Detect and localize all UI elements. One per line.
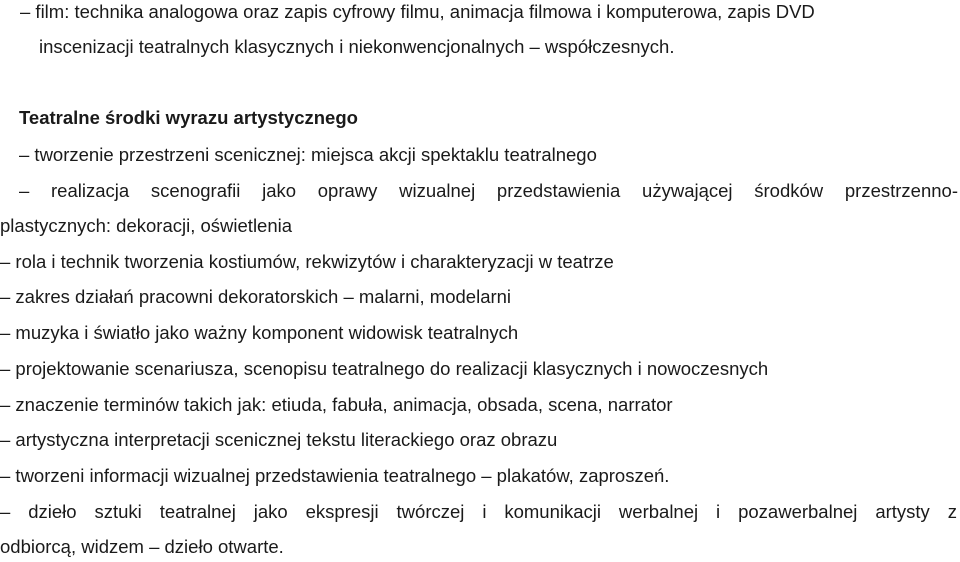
section-heading: Teatralne środki wyrazu artystycznego [19, 107, 358, 128]
list-item: – tworzeni informacji wizualnej przedstawienia teatralnego – plakatów, zaproszeń. [0, 465, 670, 486]
list-item: – dzieło sztuki teatralnej jako ekspresji twórczej i komunikacji werbalnej i pozawerbalnej artysty z [0, 501, 957, 522]
list-item: – tworzenie przestrzeni scenicznej: miejsca akcji spektaklu teatralnego [19, 144, 597, 165]
list-item-continuation: odbiorcą, widzem – dzieło otwarte. [0, 536, 284, 557]
list-item: – artystyczna interpretacji scenicznej tekstu literackiego oraz obrazu [0, 429, 558, 450]
list-item-continuation: plastycznych: dekoracji, oświetlenia [0, 215, 293, 236]
intro-line-1: – film: technika analogowa oraz zapis cyfrowy filmu, animacja filmowa i komputerowa, zapis DVD [20, 1, 815, 22]
list-item: – zakres działań pracowni dekoratorskich – malarni, modelarni [0, 286, 512, 307]
list-item: – znaczenie terminów takich jak: etiuda, fabuła, animacja, obsada, scena, narrator [0, 394, 673, 415]
list-item: – muzyka i światło jako ważny komponent widowisk teatralnych [0, 322, 519, 343]
list-item: – rola i technik tworzenia kostiumów, rekwizytów i charakteryzacji w teatrze [0, 251, 614, 272]
list-item: – realizacja scenografii jako oprawy wizualnej przedstawienia używającej środków przestrzenno- [19, 180, 958, 201]
intro-line-2: inscenizacji teatralnych klasycznych i niekonwencjonalnych – współczesnych. [39, 36, 675, 57]
list-item: – projektowanie scenariusza, scenopisu teatralnego do realizacji klasycznych i nowoczesnych [0, 358, 769, 379]
